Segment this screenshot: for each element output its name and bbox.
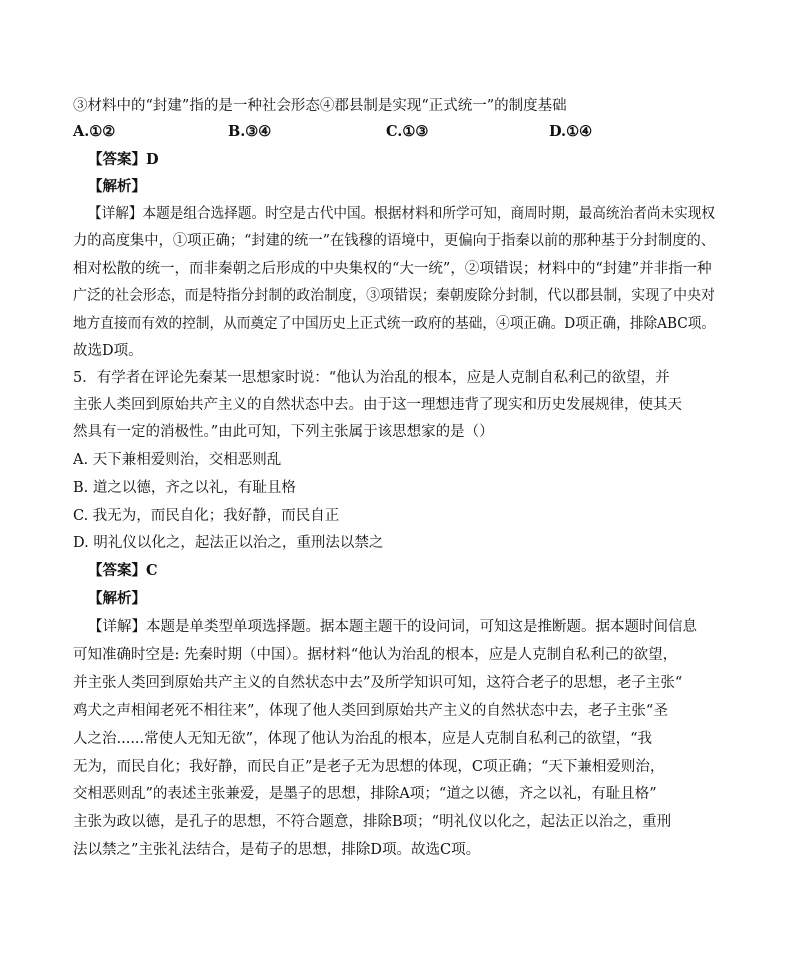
- q5-detail-line: 主张为政以德，是孔子的思想，不符合题意，排除B项；“明礼仪以化之，起法正以治之，重刑: [73, 814, 672, 830]
- q4-analysis-heading: 【解析】: [88, 178, 146, 195]
- q5-detail-line: 无为，而民自化；我好静，而民自正”是老子无为思想的体现，C项正确；“天下兼相爱则治，: [73, 759, 665, 775]
- q4-detail-line: 力的高度集中，①项正确；“封建的统一”在钱穆的语境中，更偏向于指秦以前的那种基于分封制度的、: [73, 233, 715, 249]
- q5-stem-line: 然具有一定的消极性。”由此可知，下列主张属于该思想家的是（）: [73, 424, 494, 440]
- q5-option-c: C. 我无为，而民自化；我好静，而民自正: [73, 508, 340, 524]
- q5-detail-line: 交相恶则乱”的表述主张兼爱，是墨子的思想，排除A项；“道之以德，齐之以礼，有耻且格”: [73, 786, 657, 802]
- q5-detail-line: 鸡犬之声相闻老死不相往来”，体现了他人类回到原始共产主义的自然状态中去，老子主张“圣: [73, 703, 668, 719]
- q4-detail-line: 【详解】本题是组合选择题。时空是古代中国。根据材料和所学可知，商周时期，最高统治者尚未实现权: [88, 206, 715, 222]
- q4-option-c: C.①③: [386, 123, 429, 140]
- q5-detail-line: 法以禁之”主张礼法结合，是荀子的思想，排除D项。故选C项。: [73, 842, 481, 858]
- q5-analysis-heading: 【解析】: [88, 590, 146, 607]
- q4-detail-line: 故选D项。: [73, 343, 143, 359]
- q4-option-a: A.①②: [73, 123, 116, 140]
- q5-detail-line: 可知准确时空是: 先秦时期（中国）。据材料“他认为治乱的根本，应是人克制自私利己的欲望，: [73, 647, 678, 663]
- q4-options: [73, 122, 713, 142]
- q5-detail-line: 人之治......常使人无知无欲”，体现了他认为治乱的根本，应是人克制自私利己的欲望，“我: [73, 731, 652, 747]
- q5-option-b: B. 道之以德，齐之以礼，有耻且格: [73, 480, 296, 496]
- q5-detail-line: 【详解】本题是单类型单项选择题。据本题主题干的设问词，可知这是推断题。据本题时间信息: [88, 619, 697, 635]
- q5-answer: 【答案】C: [88, 562, 158, 579]
- q5-stem-line: 主张人类回到原始共产主义的自然状态中去。由于这一理想违背了现实和历史发展规律，使其天: [73, 397, 682, 413]
- q4-detail-line: 广泛的社会形态，而是特指分封制的政治制度，③项错误；秦朝废除分封制，代以郡县制，实现了中央对: [73, 288, 715, 304]
- q5-detail-line: 并主张人类回到原始共产主义的自然状态中去”及所学知识可知，这符合老子的思想，老子主张“: [73, 675, 683, 691]
- q5-option-d: D. 明礼仪以化之，起法正以治之，重刑法以禁之: [73, 535, 384, 551]
- q4-option-d: D.①④: [549, 123, 593, 140]
- q4-answer: 【答案】D: [88, 151, 159, 168]
- q5-option-a: A. 天下兼相爱则治，交相恶则乱: [73, 452, 282, 468]
- q4-detail-line: 相对松散的统一，而非秦朝之后形成的中央集权的“大一统”，②项错误；材料中的“封建”并非指一种: [73, 261, 712, 277]
- q4-statement-line: ③材料中的“封建”指的是一种社会形态④郡县制是实现“正式统一”的制度基础: [73, 98, 567, 114]
- q4-detail-line: 地方直接而有效的控制，从而奠定了中国历史上正式统一政府的基础，④项正确。D项正确，排除ABC项。: [73, 316, 716, 332]
- q4-option-b: B.③④: [228, 123, 272, 140]
- q5-stem-line: 5．有学者在评论先秦某一思想家时说：“他认为治乱的根本，应是人克制自私利己的欲望，并: [73, 370, 670, 386]
